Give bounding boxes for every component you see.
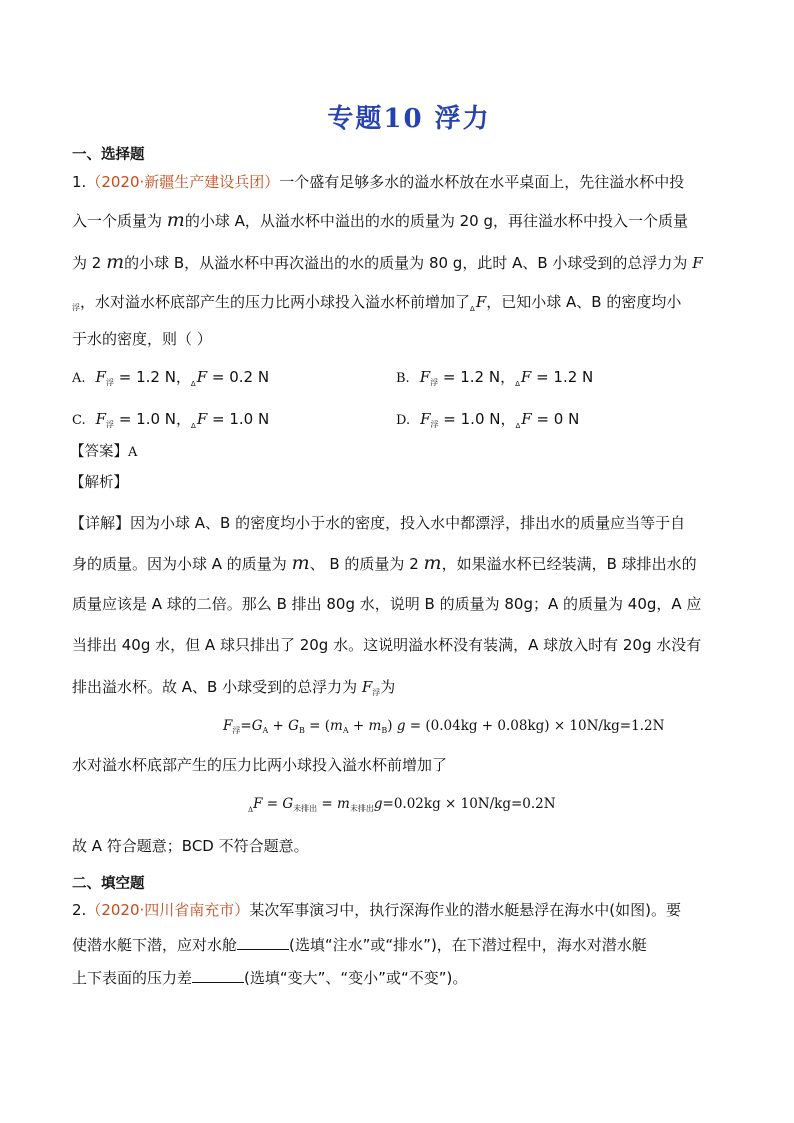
answer-blank-2[interactable]: [192, 968, 244, 983]
q2-source: （2020·四川省南充市）: [86, 901, 250, 919]
option-c[interactable]: C. $F_浮 = 1.0$ N，$_\Delta$F = 1.0 N: [72, 410, 270, 430]
math-F: F: [692, 254, 703, 272]
formula-total-buoyancy: $F_浮=G_A + G_B = (m_A + m_B) g = (0.04kg + 0.08kg) \times 10N/kg=1.2N$: [223, 718, 665, 735]
q1-source: （2020·新疆生产建设兵团）: [86, 173, 280, 191]
conclusion-line: 故 A 符合题意；BCD 不符合题意。: [72, 837, 309, 855]
option-d[interactable]: D. $F_浮 = 1.0$ N，$_\Delta$F = 0 N: [396, 410, 580, 430]
detail-tag: 【详解】: [70, 514, 131, 532]
section-heading-fill: 二、填空题: [72, 876, 145, 892]
q1-line-1: 1.（2020·新疆生产建设兵团）一个盛有足够多水的溢水杯放在水平桌面上，先往溢水杯中投: [72, 173, 685, 191]
math-m: m: [166, 209, 185, 231]
option-b[interactable]: B. $F_浮 = 1.2$ N，$_\Delta$F = 1.2 N: [396, 368, 594, 388]
detail-line-5: 排出溢水杯。故 A、B 小球受到的总浮力为 $F_浮$为: [72, 678, 396, 697]
math-m: m: [106, 251, 125, 273]
q1-number: 1.: [72, 173, 87, 191]
q1-line-4: $_浮$，水对溢水杯底部产生的压力比两小球投入溢水杯前增加了$_\Delta$F，已知小球 A、B 的密度均小: [72, 293, 682, 313]
q2-line-2: 使潜水艇下潜，应对水舱 (选填“注水”或“排水”)，在下潜过程中，海水对潜水艇: [72, 936, 647, 954]
analysis-tag: 【解析】: [70, 475, 128, 491]
q2-line-1: 2.（2020·四川省南充市）某次军事演习中，执行深海作业的潜水艇悬浮在海水中(如图)。要: [72, 901, 681, 919]
q2-number: 2.: [72, 901, 87, 919]
detail-line-6: 水对溢水杯底部产生的压力比两小球投入溢水杯前增加了: [72, 756, 448, 774]
formula-pressure-increase: $_\Delta F = G_{未排出} = m_{未排出}g=0.02kg \times 10N/kg=0.2N$: [248, 796, 556, 814]
section-heading-choice: 一、选择题: [72, 147, 145, 163]
answer-blank-1[interactable]: [237, 935, 289, 950]
q1-line-3: 为 2 m的小球 B，从溢水杯中再次溢出的水的质量为 80 g，此时 A、B 小球受到的总浮力为 F: [72, 251, 703, 273]
page-title: 专题10 浮力: [327, 104, 491, 134]
q1-line-5: 于水的密度，则（ ）: [72, 330, 212, 348]
detail-line-3: 质量应该是 A 球的二倍。那么 B 排出 80g 水，说明 B 的质量为 80g；A 的质量为 40g，A 应: [72, 595, 702, 613]
answer-value: A: [128, 445, 138, 460]
q2-line-3: 上下表面的压力差 (选填“变大”、“变小”或“不变”)。: [72, 969, 468, 987]
detail-line-2: 身的质量。因为小球 A 的质量为 m、 B 的质量为 2 m，如果溢水杯已经装满，B 球排出水的: [72, 552, 697, 574]
detail-line-1: 【详解】因为小球 A、B 的密度均小于水的密度，投入水中都漂浮，排出水的质量应当等于自: [70, 514, 686, 532]
answer-line: [70, 442, 137, 463]
detail-line-4: 当排出 40g 水，但 A 球只排出了 20g 水。这说明溢水杯没有装满，A 球放入时有 20g 水没有: [72, 636, 702, 654]
q1-line-2: 入一个质量为 m的小球 A，从溢水杯中溢出的水的质量为 20 g，再往溢水杯中投入一个质量: [72, 209, 688, 231]
option-a[interactable]: A. $F_浮 = 1.2$ N，$_\Delta$F = 0.2 N: [72, 368, 270, 388]
answer-tag: 【答案】: [70, 444, 128, 460]
